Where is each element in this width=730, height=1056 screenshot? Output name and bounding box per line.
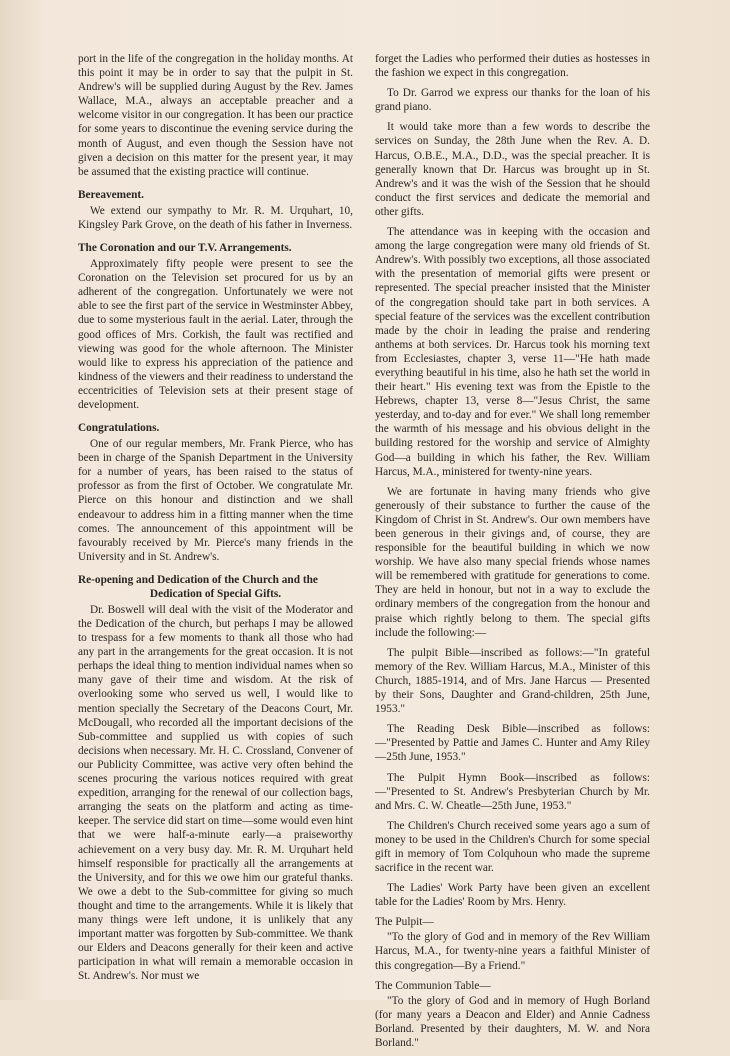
coronation-heading: The Coronation and our T.V. Arrangements. [78, 242, 292, 255]
childrens-church-paragraph: The Children's Church received some years ago a sum of money to be used in the Children's Church for some special gift in memory of Tom Colquhoun who made the supreme sacrifice in the recent war. [375, 819, 650, 875]
pulpit-inscription: "To the glory of God and in memory of the Rev William Harcus, M.A., for twenty-nine years a faithful Minister of this congregation—By a Friend." [375, 931, 650, 972]
bereavement-paragraph: We extend our sympathy to Mr. R. M. Urquhart, 10, Kingsley Park Grove, on the death of his father in Inverness. [78, 204, 353, 231]
reading-desk-bible-paragraph: The Reading Desk Bible—inscribed as follows:—"Presented by Pattie and James C. Hunter and Amy Riley—25th June, 1953." [375, 723, 650, 764]
attendance-paragraph: The attendance was in keeping with the occasion and among the large congregation were many old friends of St. Andrew's. With possibly two exceptions, all those associated with the presentation of memorial gifts were present or represented. The special preacher insisted that the Minister of the congregation should take part in both services. A special feature of the services was the excellent contribution made by the choir in leading the praise and rendering anthems at both services. Dr. Harcus took his morning text from Ecclesiastes, chapter 3, verse 11—"He hath made everything beautiful in his time, also he hath set the world in their heart." His evening text was from the Epistle to the Hebrews, chapter 13, verse 8—"Jesus Christ, the same yesterday, and to-day and for ever." We shall long remember the warmth of his message and his obvious delight in the building restored for the worship and service of Almighty God—a building in which his father, the Rev. William Harcus, M.A., ministered for twenty-nine years. [375, 226, 650, 478]
communion-table-heading: The Communion Table— [375, 979, 491, 992]
right-column [375, 52, 650, 1056]
hymn-book-paragraph: The Pulpit Hymn Book—inscribed as follows:—"Presented to St. Andrew's Presbyterian Church by Mr. and Mrs. C. W. Cheatle—25th June, 1953." [375, 771, 650, 812]
coronation-paragraph: Approximately fifty people were present to see the Coronation on the Television set procured for us by an adherent of the congregation. Unfortunately we were not able to see the first part of the service in Westminster Abbey, due to some mysterious fault in the aerial. Later, through the good offices of Mrs. Corkish, the fault was rectified and viewing was good for the whole afternoon. The Minister would like to express his appreciation of the patience and kindness of the viewers and their readiness to understand the eccentricities of Television sets at their present stage of development. [78, 258, 353, 411]
ladies-work-paragraph: The Ladies' Work Party have been given an excellent table for the Ladies' Room by Mrs. Henry. [375, 882, 650, 909]
bereavement-heading: Bereavement. [78, 188, 144, 201]
congratulations-paragraph: One of our regular members, Mr. Frank Pierce, who has been in charge of the Spanish Department in the University for a number of years, has been raised to the status of professor as from the first of October. We congratulate Mr. Pierce on this honour and distinction and we shall endeavour to address him in a fitting manner when the time comes. The announcement of this appointment will be favourably received by Mr. Pierce's many friends in the University and in St. Andrew's. [78, 438, 353, 563]
fortunate-paragraph: We are fortunate in having many friends who give generously of their substance to further the cause of the Kingdom of Christ in St. Andrew's. Our own members have been generous in their givings and, of course, they are responsible for the beautiful building in which we now worship. We have also many special friends whose names will be remembered with gratitude for generations to come. They are held in honour, but not in a way to exclude the ordinary members of the congregation from the honour and praise which rightly belong to them. The special gifts include the following:— [375, 485, 650, 639]
garrod-paragraph: To Dr. Garrod we express our thanks for the loan of his grand piano. [375, 87, 650, 114]
left-column [78, 52, 353, 1056]
reopening-heading [78, 573, 353, 601]
text-columns [78, 52, 662, 1056]
congratulations-heading: Congratulations. [78, 422, 160, 435]
ladies-paragraph: forget the Ladies who performed their duties as hostesses in the fashion we expect in this congregation. [375, 53, 650, 80]
harcus-paragraph: It would take more than a few words to describe the services on Sunday, the 28th June when the Rev. A. D. Harcus, O.B.E., M.A., D.D., was the special preacher. It is generally known that Dr. Harcus was brought up in St. Andrew's and it was the wish of the Session that he should conduct the first services and dedicate the memorial and other gifts. [375, 121, 650, 218]
reopening-heading-line-1: Re-opening and Dedication of the Church and the [78, 573, 318, 586]
intro-paragraph: port in the life of the congregation in the holiday months. At this point it may be in order to say that the pulpit in St. Andrew's will be supplied during August by the Rev. James Wallace, M.A., always an acceptable preacher and a welcome visitor in our congregation. It has been our practice for some years to discontinue the evening service during the month of August, and even though the Session have not given a decision on this matter for the present year, it may be assumed that the existing practice will continue. [78, 53, 353, 178]
pulpit-heading: The Pulpit— [375, 916, 434, 929]
reopening-heading-line-2: Dedication of Special Gifts. [149, 587, 282, 600]
pulpit-bible-paragraph: The pulpit Bible—inscribed as follows:—"In grateful memory of the Rev. William Harcus, M.A., Minister of this Church, 1885-1914, and of Mrs. Jane Harcus — Presented by their Sons, Daughter and Grand-children, 25th June, 1953." [375, 646, 650, 716]
communion-table-inscription: "To the glory of God and in memory of Hugh Borland (for many years a Deacon and Elder) and Annie Cadness Borland. Presented by their daughters, M. W. and Nora Borland." [375, 994, 650, 1049]
reopening-paragraph: Dr. Boswell will deal with the visit of the Moderator and the Dedication of the church, but perhaps I may be allowed to trespass for a few moments to thank all those who had any part in the arrangements for the great occasion. It is not perhaps the ideal thing to mention individual names when so many gave of their time and wisdom. At the risk of overlooking some who served us well, I would like to mention specially the Secretary of the Deacons Court, Mr. McDougall, who recorded all the important decisions of the Sub-committee and supplied us with copies of such decisions when necessary. Mr. H. C. Crossland, Convener of our Publicity Committee, was active very often behind the scenes procuring the various notices required with great expedition, arranging for the renewal of our collection bags, arranging the seats on the platform and acting as time-keeper. The service did start on time—some would even hint that we were half-a-minute early—a praiseworthy achievement on a very busy day. Mr. R. M. Urquhart held himself responsible for practically all the arrangements at the University, and for this we owe him our grateful thanks. We owe a debt to the Sub-committee for giving so much thought and time to the arrangements. While it is likely that many things were left undone, it is unlikely that any important matter was forgotten by Sub-committee. We thank our Elders and Deacons generally for their keen and active participation in what will remain a memorable occasion in St. Andrew's. Nor must we [78, 603, 353, 983]
